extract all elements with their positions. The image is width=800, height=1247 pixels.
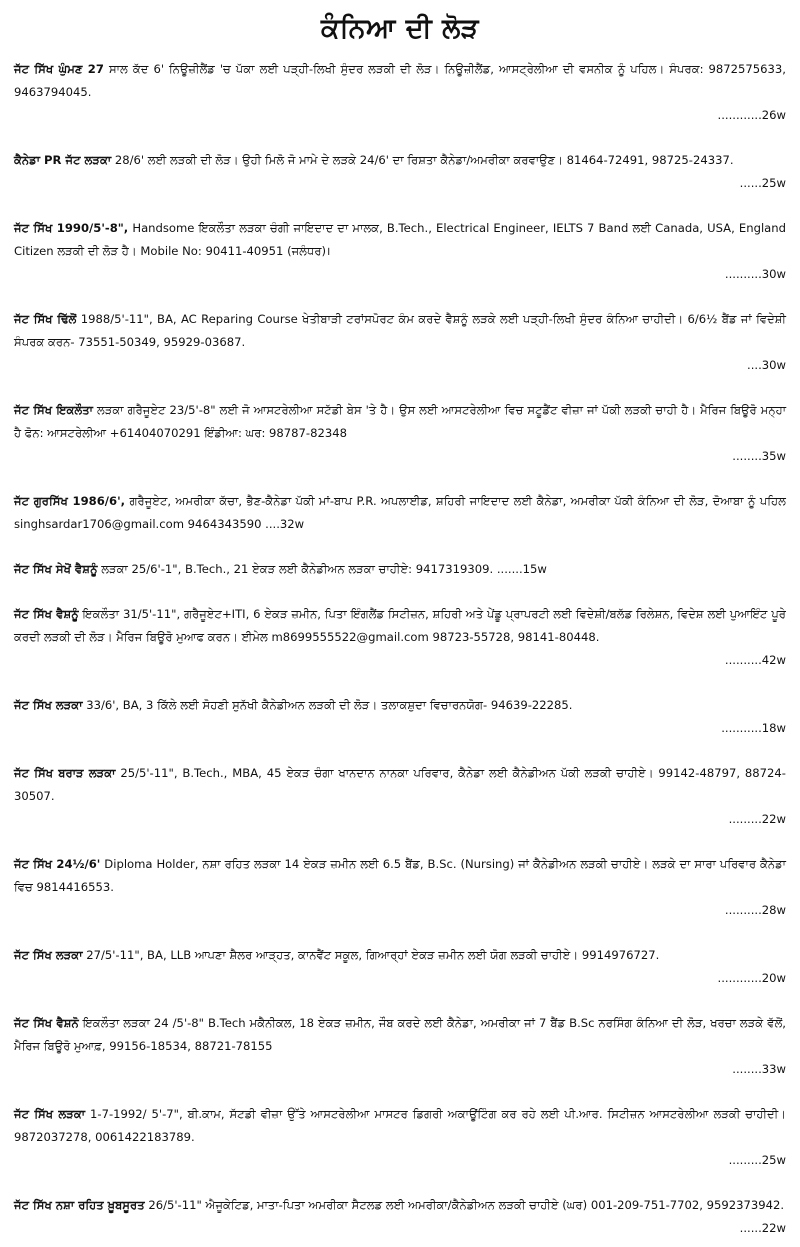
ad-text: ਸਾਲ ਕੱਦ 6' ਨਿਊਜ਼ੀਲੈਂਡ 'ਚ ਪੱਕਾ ਲਈ ਪੜ੍ਹੀ-ਲਿਖੀ ਸੁੰਦਰ ਲੜਕੀ ਦੀ ਲੋੜ। ਨਿਊਜ਼ੀਲੈਂਡ, ਆਸਟ੍ਰੇਲੀਆ ਦੀ ਵਸਨੀਕ ਨੂੰ ਪਹਿਲ। ਸੰਪਰਕ: 9872575633, 9463794045.	[14, 62, 786, 99]
ad-text: ਇਕਲੌਤਾ 31/5'-11", ਗਰੈਜੂਏਟ+ITI, 6 ਏਕੜ ਜ਼ਮੀਨ, ਪਿਤਾ ਇੰਗਲੈਂਡ ਸਿਟੀਜ਼ਨ, ਸ਼ਹਿਰੀ ਅਤੇ ਪੇਂਡੂ ਪ੍ਰਾਪਰਟੀ ਲਈ ਵਿਦੇਸ਼ੀ/ਬਲੱਡ ਰਿਲੇਸ਼ਨ, ਵਿਦੇਸ਼ ਲਈ ਪੁਆਇੰਟ ਪੂਰੇ ਕਰਦੀ ਲੜਕੀ ਦੀ ਲੋੜ। ਮੈਰਿਜ ਬਿਊਰੋ ਮੁਆਫ ਕਰਨ। ਈਮੇਲ m8699555522@gmail.com 98723-55728, 98141-80448.	[14, 607, 786, 644]
classified-ad	[14, 58, 786, 127]
ad-code: ......22w	[739, 1221, 786, 1235]
ad-heading: ਜੱਟ ਸਿੱਖ ਘੁੰਮਣ 27	[14, 62, 104, 76]
classified-ad	[14, 853, 786, 922]
ad-heading: ਜੱਟ ਸਿੱਖ ਵੈਸ਼ਨੋ	[14, 1016, 79, 1030]
classified-ad	[14, 762, 786, 831]
ad-heading: ਜੱਟ ਸਿੱਖ ਨਸ਼ਾ ਰਹਿਤ ਖ਼ੂਬਸੂਰਤ	[14, 1198, 145, 1212]
ad-code: ............26w	[717, 108, 786, 122]
classified-ad	[14, 1103, 786, 1172]
ad-code: ....30w	[747, 358, 786, 372]
classified-ad	[14, 603, 786, 672]
classified-ad	[14, 217, 786, 286]
classified-ad	[14, 694, 786, 740]
ad-text: ਇਕਲੌਤਾ ਲੜਕਾ 24 /5'-8" B.Tech ਮਕੈਨੀਕਲ, 18 ਏਕੜ ਜ਼ਮੀਨ, ਜੌਬ ਕਰਦੇ ਲਈ ਕੈਨੇਡਾ, ਅਮਰੀਕਾ ਜਾਂ 7 ਬੈਂਡ B.Sc ਨਰਸਿੰਗ ਕੰਨਿਆ ਦੀ ਲੋੜ, ਖਰਚਾ ਲੜਕੇ ਵੱਲੋਂ, ਮੈਰਿਜ ਬਿਊਰੋ ਮੁਆਫ਼, 99156-18534, 88721-78155	[14, 1016, 786, 1053]
ad-heading: ਜੱਟ ਸਿੱਖ ਲੜਕਾ	[14, 948, 83, 962]
classified-ad	[14, 1194, 786, 1240]
ad-code: ..........28w	[724, 903, 786, 917]
classified-ad	[14, 1012, 786, 1081]
ad-text: ਲੜਕਾ ਗਰੈਜੂਏਟ 23/5'-8" ਲਈ ਜੋ ਆਸਟਰੇਲੀਆ ਸਟੱਡੀ ਬੇਸ 'ਤੇ ਹੈ। ਉਸ ਲਈ ਆਸਟਰੇਲੀਆ ਵਿਚ ਸਟੂਡੈਂਟ ਵੀਜ਼ਾ ਜਾਂ ਪੱਕੀ ਲੜਕੀ ਚਾਹੀ ਹੈ। ਮੈਰਿਜ ਬਿਊਰੋ ਮਨ੍ਹਾ ਹੈ ਫੋਨ: ਆਸਟਰੇਲੀਆ +61404070291 ਇੰਡੀਆ: ਘਰ: 98787-82348	[14, 403, 787, 440]
page-title: ਕੰਨਿਆ ਦੀ ਲੋੜ	[320, 13, 480, 44]
classified-ad	[14, 399, 786, 468]
ad-code: .........25w	[728, 1153, 786, 1167]
ad-text: 27/5'-11", BA, LLB ਆਪਣਾ ਸ਼ੈਲਰ ਆੜ੍ਹਤ, ਕਾਨਵੈਂਟ ਸਕੂਲ, ਗਿਆਰ੍ਹਾਂ ਏਕੜ ਜ਼ਮੀਨ ਲਈ ਯੋਗ ਲੜਕੀ ਚਾਹੀਏ। 9914976727.	[82, 948, 660, 962]
classified-ad	[14, 149, 786, 195]
ad-heading: ਜੱਟ ਸਿੱਖ ਢਿੱਲੋਂ	[14, 312, 77, 326]
ad-heading: ਜੱਟ ਸਿੱਖ ਬਰਾੜ ਲੜਕਾ	[14, 766, 116, 780]
ad-code: ..........30w	[724, 267, 786, 281]
ad-text: 33/6', BA, 3 ਕਿੱਲੇ ਲਈ ਸੋਹਣੀ ਸੁਨੱਖੀ ਕੈਨੇਡੀਅਨ ਲੜਕੀ ਦੀ ਲੋੜ। ਤਲਾਕਸ਼ੁਦਾ ਵਿਚਾਰਨਯੋਗ- 94639-22285.	[82, 698, 573, 712]
ad-text: 26/5'-11" ਐਜੂਕੇਟਿਡ, ਮਾਤਾ-ਪਿਤਾ ਅਮਰੀਕਾ ਸੈਟਲਡ ਲਈ ਅਮਰੀਕਾ/ਕੈਨੇਡੀਅਨ ਲੜਕੀ ਚਾਹੀਏ (ਘਰ) 001-209-751-7702, 9592373942.	[144, 1198, 785, 1212]
ad-code: .........22w	[728, 812, 786, 826]
classified-ad	[14, 558, 786, 581]
ads-list	[14, 58, 786, 1240]
classified-ad	[14, 308, 786, 377]
ad-code: ...........18w	[721, 721, 786, 735]
ad-heading: ਜੱਟ ਸਿੱਖ 24½/6'	[14, 857, 101, 871]
ad-heading: ਜੱਟ ਸਿੱਖ 1990/5'-8",	[14, 221, 129, 235]
ad-text: ਲੜਕਾ 25/6'-1", B.Tech., 21 ਏਕੜ ਲਈ ਕੈਨੇਡੀਅਨ ਲੜਕਾ ਚਾਹੀਏ: 9417319309. .......15w	[97, 562, 547, 576]
classified-ad	[14, 944, 786, 990]
ad-text: 25/5'-11", B.Tech., MBA, 45 ਏਕੜ ਚੰਗਾ ਖਾਨਦਾਨ ਨਾਨਕਾ ਪਰਿਵਾਰ, ਕੈਨੇਡਾ ਲਈ ਕੈਨੇਡੀਅਨ ਪੱਕੀ ਲੜਕੀ ਚਾਹੀਏ। 99142-48797, 88724-30507.	[14, 766, 786, 803]
classified-ad	[14, 490, 786, 536]
ad-code: ..........42w	[724, 653, 786, 667]
ad-code: ........33w	[732, 1062, 786, 1076]
ad-heading: ਕੈਨੇਡਾ PR ਜੱਟ ਲੜਕਾ	[14, 153, 112, 167]
ad-text: Diploma Holder, ਨਸ਼ਾ ਰਹਿਤ ਲੜਕਾ 14 ਏਕੜ ਜ਼ਮੀਨ ਲਈ 6.5 ਬੈਂਡ, B.Sc. (Nursing) ਜਾਂ ਕੈਨੇਡੀਅਨ ਲੜਕੀ ਚਾਹੀਏ। ਲੜਕੇ ਦਾ ਸਾਰਾ ਪਰਿਵਾਰ ਕੈਨੇਡਾ ਵਿਚ 9814416553.	[14, 857, 786, 894]
ad-heading: ਜੱਟ ਸਿੱਖ ਲੜਕਾ	[14, 698, 83, 712]
ad-text: Handsome ਇਕਲੌਤਾ ਲੜਕਾ ਚੰਗੀ ਜਾਇਦਾਦ ਦਾ ਮਾਲਕ, B.Tech., Electrical Engineer, IELTS 7 Band ਲਈ Canada, USA, England Citizen ਲੜਕੀ ਦੀ ਲੋੜ ਹੈ। Mobile No: 90411-40951 (ਜਲੰਧਰ)।	[14, 221, 786, 258]
ad-heading: ਜੱਟ ਸਿੱਖ ਲੜਕਾ	[14, 1107, 86, 1121]
ad-text: 1-7-1992/ 5'-7", ਬੀ.ਕਾਮ, ਸੱਟਡੀ ਵੀਜ਼ਾ ਉੱਤੇ ਆਸਟਰੇਲੀਆ ਮਾਸਟਰ ਡਿਗਰੀ ਅਕਾਊਂਟਿੰਗ ਕਰ ਰਹੇ ਲਈ ਪੀ.ਆਰ. ਸਿਟੀਜ਼ਨ ਆਸਟਰੇਲੀਆ ਲੜਕੀ ਚਾਹੀਦੀ। 9872037278, 0061422183789.	[14, 1107, 786, 1144]
ad-text: ਗਰੈਜੂਏਟ, ਅਮਰੀਕਾ ਕੱਚਾ, ਭੈਣ-ਕੈਨੇਡਾ ਪੱਕੀ ਮਾਂ-ਬਾਪ P.R. ਅਪਲਾਈਡ, ਸ਼ਹਿਰੀ ਜਾਇਦਾਦ ਲਈ ਕੈਨੇਡਾ, ਅਮਰੀਕਾ ਪੱਕੀ ਕੰਨਿਆ ਦੀ ਲੋੜ, ਦੋਆਬਾ ਨੂੰ ਪਹਿਲ singhsardar1706@gmail.com 9464343590 ....32w	[14, 494, 786, 531]
ad-heading: ਜੱਟ ਸਿੱਖ ਸੇਖੋਂ ਵੈਸ਼ਨੂੰ	[14, 562, 98, 576]
ad-text: 1988/5'-11", BA, AC Reparing Course ਖੇਤੀਬਾੜੀ ਟਰਾਂਸਪੋਰਟ ਕੰਮ ਕਰਦੇ ਵੈਸ਼ਨੂੰ ਲੜਕੇ ਲਈ ਪੜ੍ਹੀ-ਲਿਖੀ ਸੁੰਦਰ ਕੰਨਿਆ ਚਾਹੀਦੀ। 6/6½ ਬੈਂਡ ਜਾਂ ਵਿਦੇਸ਼ੀ ਸੰਪਰਕ ਕਰਨ- 73551-50349, 95929-03687.	[14, 312, 786, 349]
ad-code: ......25w	[739, 176, 786, 190]
ad-heading: ਜੱਟ ਸਿੱਖ ਵੈਸ਼ਨੂੰ	[14, 607, 79, 621]
ad-code: ........35w	[732, 449, 786, 463]
ad-text: 28/6' ਲਈ ਲੜਕੀ ਦੀ ਲੋੜ। ਉਹੀ ਮਿਲੋ ਜੋ ਮਾਮੇ ਦੇ ਲੜਕੇ 24/6' ਦਾ ਰਿਸ਼ਤਾ ਕੈਨੇਡਾ/ਅਮਰੀਕਾ ਕਰਵਾਉਣ। 81464-72491, 98725-24337.	[111, 153, 734, 167]
ad-heading: ਜੱਟ ਗੁਰਸਿੱਖ 1986/6',	[14, 494, 126, 508]
ad-code: ............20w	[717, 971, 786, 985]
ad-heading: ਜੱਟ ਸਿੱਖ ਇਕਲੌਤਾ	[14, 403, 94, 417]
